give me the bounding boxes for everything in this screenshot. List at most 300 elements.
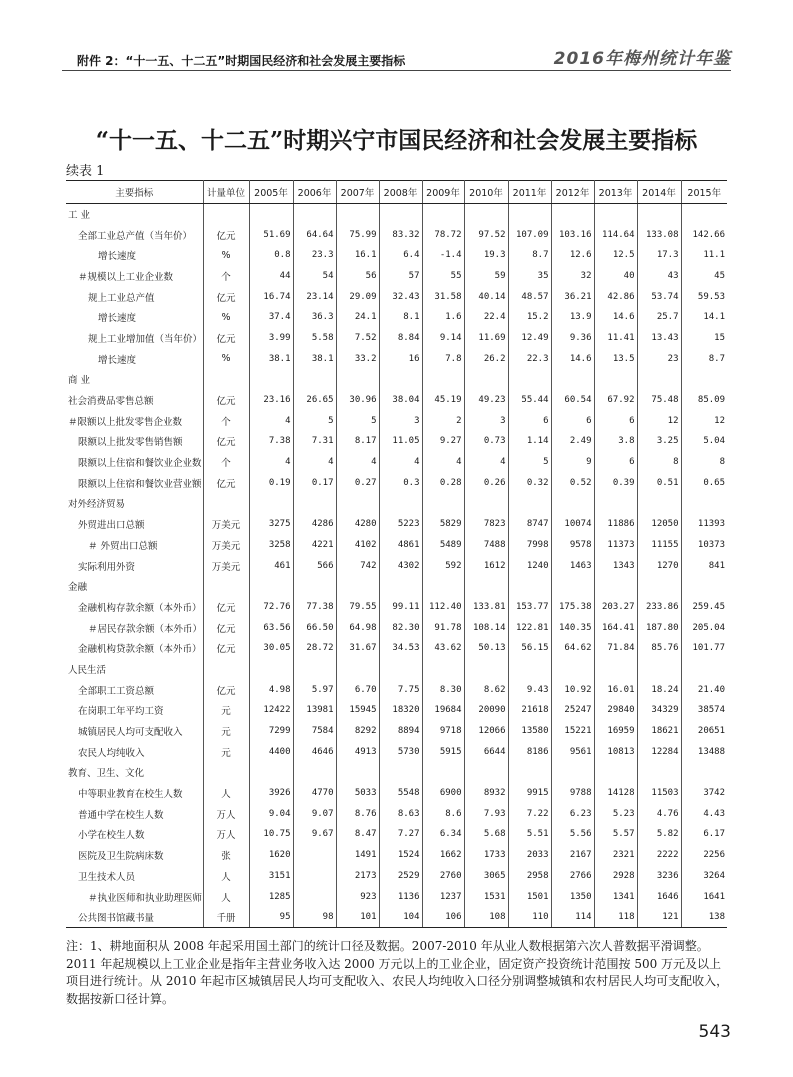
table-cell: 11.41 [594,328,637,349]
table-cell: -1.4 [422,245,464,266]
table-row [66,431,727,452]
table-cell: 12050 [637,514,681,535]
table-cell: 36.21 [551,286,594,307]
table-cell: 18320 [379,700,422,721]
table-cell: 5.04 [703,436,725,447]
row-unit: 亿元 [203,472,249,493]
table-cell: 9.04 [249,803,293,824]
table-cell: 1343 [594,555,637,576]
table-cell [551,493,594,514]
table-cell: 18.24 [637,679,681,700]
table-cell: 9.43 [508,679,551,700]
table-cell: 9.67 [293,824,336,845]
table-row [66,866,727,887]
table-cell: 64.62 [551,638,594,659]
table-cell [681,493,727,514]
row-unit: 亿元 [203,328,249,349]
table-cell: 3275 [249,514,293,535]
table-cell: 3 [464,410,508,431]
table-cell: 24.1 [336,307,379,328]
table-cell: 16.01 [594,679,637,700]
table-cell [594,204,637,225]
table-cell: 923 [336,886,379,907]
table-cell: 3151 [249,866,293,887]
table-cell: 4286 [293,514,336,535]
row-unit [203,762,249,783]
table-cell: 23.16 [249,390,293,411]
table-cell: 9.27 [422,431,464,452]
table-cell: 31.67 [336,638,379,659]
table-cell: 4913 [336,741,379,762]
table-cell: 3 [379,410,422,431]
table-cell: 5829 [422,514,464,535]
table-cell: 42.86 [594,286,637,307]
table-cell [508,659,551,680]
table-cell: 1136 [379,886,422,907]
table-cell: 10.75 [249,824,293,845]
row-label: 公共图书馆藏书量 [66,907,203,928]
table-cell: 7299 [249,721,293,742]
table-row [66,659,727,680]
row-unit: 亿元 [203,390,249,411]
table-cell: 10813 [594,741,637,762]
table-cell: 4221 [293,535,336,556]
table-cell: 55 [422,266,464,287]
row-unit [203,204,249,225]
table-cell: 7488 [464,535,508,556]
table-cell: 3.8 [594,431,637,452]
table-cell: 4400 [249,741,293,762]
table-cell: 9915 [508,783,551,804]
table-cell [464,576,508,597]
table-cell: 30.96 [336,390,379,411]
table-cell: 13981 [293,700,336,721]
table-cell [336,762,379,783]
table-cell: 16.1 [336,245,379,266]
row-unit: % [203,307,249,328]
table-cell: 11155 [637,535,681,556]
table-cell: 22.4 [464,307,508,328]
table-cell: 9.07 [293,803,336,824]
table-cell [336,659,379,680]
column-header: 2012年 [551,181,594,204]
table-cell: 21.40 [697,684,725,695]
table-cell [379,659,422,680]
table-cell: 23 [637,348,681,369]
row-unit [203,576,249,597]
row-label: 工 业 [66,204,203,225]
table-cell: 55.44 [508,390,551,411]
table-cell: 72.76 [249,597,293,618]
table-cell: 20651 [697,726,725,737]
table-cell: 6 [551,410,594,431]
table-cell: 43 [637,266,681,287]
table-cell: 11373 [594,535,637,556]
row-label: 全部工业总产值（当年价） [66,224,203,245]
table-cell: 8.63 [379,803,422,824]
row-unit: 亿元 [203,638,249,659]
table-cell: 4 [422,452,464,473]
running-header-left: 附件 2：“十一五、十二五”时期国民经济和社会发展主要指标 [77,54,406,68]
table-cell: 3.25 [637,431,681,452]
row-label: 在岗职工年平均工资 [66,700,203,721]
table-cell: 110 [508,907,551,928]
column-header: 2013年 [594,181,637,204]
table-cell: 38574 [697,705,725,716]
row-label: ＃ 外贸出口总额 [66,535,203,556]
row-label: 医院及卫生院病床数 [66,845,203,866]
table-cell: 8.47 [336,824,379,845]
table-cell: 2256 [703,850,725,861]
table-cell: 4.43 [703,808,725,819]
row-unit: 元 [203,700,249,721]
table-cell: 7.38 [249,431,293,452]
table-cell: 6 [508,410,551,431]
table-cell: 0.26 [464,472,508,493]
table-cell: 6.23 [551,803,594,824]
table-row [66,721,727,742]
table-cell: 78.72 [422,224,464,245]
table-cell: 5.51 [508,824,551,845]
table-cell [464,204,508,225]
table-cell: 0.32 [508,472,551,493]
table-cell: 1270 [637,555,681,576]
table-cell: 2529 [379,866,422,887]
table-cell: 54 [293,266,336,287]
table-cell: 8.7 [508,245,551,266]
table-row [66,390,727,411]
table-cell [422,576,464,597]
table-cell: 5548 [379,783,422,804]
table-cell: 0.3 [379,472,422,493]
table-cell: 85.09 [697,395,725,406]
column-header: 2015年 [681,181,727,204]
row-unit [203,493,249,514]
table-cell: 21618 [508,700,551,721]
table-body [66,204,727,928]
table-cell: 1524 [379,845,422,866]
table-cell: 99.11 [379,597,422,618]
row-unit: 元 [203,721,249,742]
table-cell: 75.99 [336,224,379,245]
table-cell [637,762,681,783]
table-cell: 106 [422,907,464,928]
table-row [66,597,727,618]
table-cell: 9788 [551,783,594,804]
table-cell: 5.97 [293,679,336,700]
table-cell: 11886 [594,514,637,535]
table-cell: 7.52 [336,328,379,349]
table-cell: 10.92 [551,679,594,700]
table-cell: 67.92 [594,390,637,411]
table-cell: 1240 [508,555,551,576]
table-cell: 15 [714,332,725,343]
table-cell: 205.04 [692,622,725,633]
table-cell: 101 [336,907,379,928]
row-unit: 万人 [203,803,249,824]
table-cell: 104 [379,907,422,928]
table-cell: 40 [594,266,637,287]
column-header: 2006年 [293,181,336,204]
table-cell [508,576,551,597]
table-cell: 14128 [594,783,637,804]
table-cell: 3926 [249,783,293,804]
table-cell [249,762,293,783]
table-cell: 7.22 [508,803,551,824]
table-cell: 566 [293,555,336,576]
row-label: 实际利用外资 [66,555,203,576]
table-cell [594,369,637,390]
table-cell: 11.1 [703,250,725,261]
row-label: ＃规模以上工业企业数 [66,266,203,287]
row-unit: % [203,348,249,369]
table-cell [379,493,422,514]
table-cell: 83.32 [379,224,422,245]
table-cell [681,762,727,783]
running-header-right: 2016年梅州统计年鉴 [553,49,731,69]
table-cell [249,659,293,680]
table-cell: 10373 [697,539,725,550]
table-cell: 11.05 [379,431,422,452]
table-cell: 50.13 [464,638,508,659]
table-cell [637,493,681,514]
table-cell: 5223 [379,514,422,535]
table-cell: 53.74 [637,286,681,307]
table-cell [293,845,336,866]
table-cell: 6644 [464,741,508,762]
table-continuation-label: 续表 1 [66,164,105,179]
table-cell [293,369,336,390]
table-cell: 14.6 [551,348,594,369]
row-unit: % [203,245,249,266]
table-cell: 25.7 [637,307,681,328]
table-cell: 140.35 [551,617,594,638]
table-cell: 1646 [637,886,681,907]
table-row [66,576,727,597]
table-cell: 1531 [464,886,508,907]
table-cell: 77.38 [293,597,336,618]
table-cell [551,762,594,783]
table-cell: 5915 [422,741,464,762]
table-cell: 12.49 [508,328,551,349]
table-cell: 4102 [336,535,379,556]
table-cell: 66.50 [293,617,336,638]
table-cell [594,659,637,680]
row-unit: 千册 [203,907,249,928]
table-row [66,410,727,431]
table-cell: 11503 [637,783,681,804]
table-cell: 8.76 [336,803,379,824]
table-cell: 5.56 [551,824,594,845]
table-cell: 5730 [379,741,422,762]
table-cell [422,204,464,225]
table-cell: 1.14 [508,431,551,452]
table-cell: 28.72 [293,638,336,659]
row-unit: 亿元 [203,431,249,452]
table-cell: 20090 [464,700,508,721]
row-unit: 亿元 [203,224,249,245]
row-label: 金融 [66,576,203,597]
table-cell [336,369,379,390]
table-cell [379,576,422,597]
table-cell: 34329 [637,700,681,721]
table-cell: 3.99 [249,328,293,349]
table-cell [464,369,508,390]
table-cell [551,659,594,680]
table-cell: 38.1 [249,348,293,369]
table-header-row [66,181,727,204]
table-cell: 0.27 [336,472,379,493]
row-unit: 人 [203,886,249,907]
row-label: 限额以上住宿和餐饮业企业数 [66,452,203,473]
table-row [66,472,727,493]
table-cell: 4302 [379,555,422,576]
row-label: 外贸进出口总额 [66,514,203,535]
table-row [66,514,727,535]
table-cell: 103.16 [551,224,594,245]
table-cell: 3742 [703,788,725,799]
table-cell: 44 [249,266,293,287]
table-cell: 3236 [637,866,681,887]
row-label: 增长速度 [66,245,203,266]
page-number: 543 [698,1022,731,1042]
table-cell: 34.53 [379,638,422,659]
table-cell: 9.14 [422,328,464,349]
column-header: 主要指标 [66,181,203,204]
table-cell [551,204,594,225]
table-cell [551,369,594,390]
table-row [66,679,727,700]
table-cell: 8747 [508,514,551,535]
table-cell: 12.5 [594,245,637,266]
table-cell: 31.58 [422,286,464,307]
table-cell: 4.98 [249,679,293,700]
table-cell: 16959 [594,721,637,742]
table-cell: 8292 [336,721,379,742]
table-cell [637,369,681,390]
table-row [66,762,727,783]
table-cell: 9718 [422,721,464,742]
table-cell: 841 [708,560,725,571]
column-header: 2008年 [379,181,422,204]
table-cell: 51.69 [249,224,293,245]
table-cell: 1285 [249,886,293,907]
table-cell: 57 [379,266,422,287]
table-cell: 142.66 [692,229,725,240]
row-unit: 万美元 [203,555,249,576]
table-cell: 8.62 [464,679,508,700]
table-cell [293,204,336,225]
table-cell: 5.82 [637,824,681,845]
row-label: 规上工业增加值（当年价） [66,328,203,349]
row-label: 卫生技术人员 [66,866,203,887]
table-cell: 63.56 [249,617,293,638]
column-header: 2011年 [508,181,551,204]
table-cell: 38.04 [379,390,422,411]
table-cell: 12284 [637,741,681,762]
table-cell: 1501 [508,886,551,907]
table-cell: 4 [249,452,293,473]
footnote: 注：1、耕地面积从 2008 年起采用国土部门的统计口径及数据。2007-2010 年从业人数根据第六次人普数据平滑调整。2011 年起规模以上工业企业是指年主营业务收入达 2000 万元以上的工业企业，固定资产投资统计范围按 500 万元及以上项目进行统计。从 2010 年起市区城镇居民人均可支配收入、农民人均纯收入口径分别调整城镇和农村居民人均可支配收入，数据按新口径计算。 [66,939,729,1006]
table-cell: 8.6 [422,803,464,824]
table-cell: 187.80 [637,617,681,638]
table-cell: 4.76 [637,803,681,824]
table-cell: 6.70 [336,679,379,700]
table-cell: 108 [464,907,508,928]
table-cell: 2760 [422,866,464,887]
table-row [66,617,727,638]
table-cell: 11393 [697,519,725,530]
table-cell: 6900 [422,783,464,804]
table-cell: 2958 [508,866,551,887]
table-cell [508,204,551,225]
table-cell: 6.17 [703,829,725,840]
column-header: 2009年 [422,181,464,204]
table-cell [551,576,594,597]
table-cell: 1350 [551,886,594,907]
table-cell: 461 [249,555,293,576]
table-cell: 0.28 [422,472,464,493]
row-label: 城镇居民人均可支配收入 [66,721,203,742]
table-cell: 1641 [703,891,725,902]
table-cell [681,659,727,680]
table-cell: 5489 [422,535,464,556]
table-cell: 114 [551,907,594,928]
table-cell: 121 [637,907,681,928]
column-header: 2014年 [637,181,681,204]
row-label: 中等职业教育在校生人数 [66,783,203,804]
table-cell: 71.84 [594,638,637,659]
table-cell: 9 [551,452,594,473]
table-cell: 3264 [703,870,725,881]
table-cell: 23.14 [293,286,336,307]
table-cell [594,493,637,514]
row-label: 增长速度 [66,348,203,369]
table-cell: 19684 [422,700,464,721]
table-cell: 11.69 [464,328,508,349]
table-row [66,348,727,369]
table-cell: 10074 [551,514,594,535]
table-cell: 25247 [551,700,594,721]
table-cell: 1463 [551,555,594,576]
table-cell [464,659,508,680]
table-row [66,204,727,225]
table-cell: 7584 [293,721,336,742]
header-rule [62,70,731,71]
table-cell: 1341 [594,886,637,907]
row-unit [203,369,249,390]
table-cell: 12 [637,410,681,431]
table-cell: 22.3 [508,348,551,369]
table-cell: 2173 [336,866,379,887]
table-cell: 15221 [551,721,594,742]
table-cell: 8932 [464,783,508,804]
table-cell: 1237 [422,886,464,907]
table-cell: 4 [464,452,508,473]
table-cell: 13.43 [637,328,681,349]
row-label: 限额以上批发零售销售额 [66,431,203,452]
table-cell: 0.73 [464,431,508,452]
table-row [66,224,727,245]
table-cell [293,886,336,907]
table-cell: 35 [508,266,551,287]
table-cell [293,762,336,783]
row-label: 增长速度 [66,307,203,328]
table-cell: 12422 [249,700,293,721]
table-cell: 1612 [464,555,508,576]
table-cell: 14.6 [594,307,637,328]
table-cell: 95 [249,907,293,928]
